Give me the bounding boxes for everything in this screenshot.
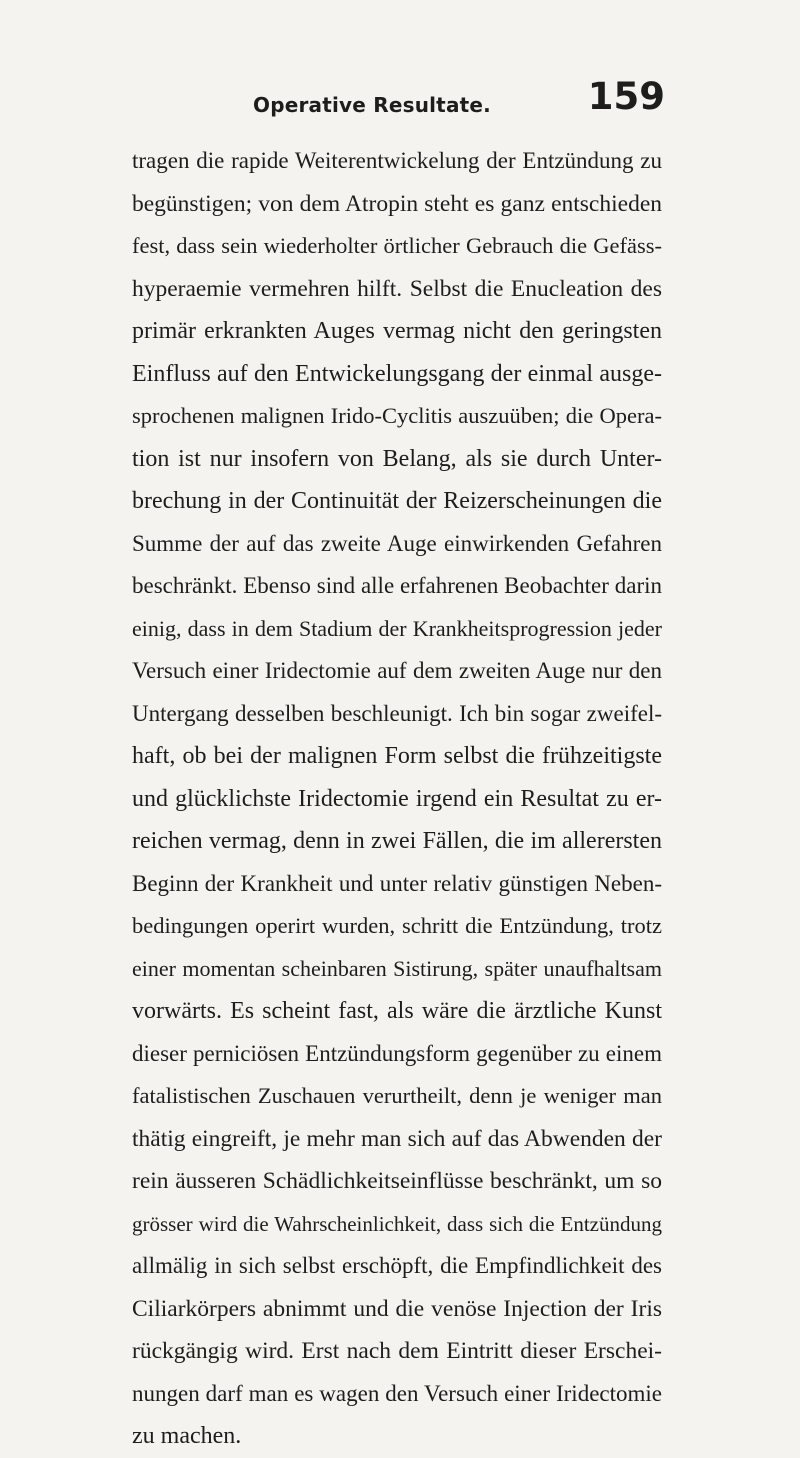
text-line: thätig eingreift, je mehr man sich auf das Abwenden der — [132, 1125, 662, 1152]
text-line: Untergang desselben beschleunigt. Ich bin sogar zweifel- — [132, 700, 662, 726]
running-header — [125, 75, 665, 138]
text-line: Beginn der Krankheit und unter relativ günstigen Neben- — [132, 870, 662, 896]
text-line: Summe der auf das zweite Auge einwirkenden Gefahren — [132, 530, 662, 556]
text-line: haft, ob bei der malignen Form selbst die frühzeitigste — [132, 743, 662, 769]
text-line: Einfluss auf den Entwickelungsgang der einmal ausge- — [132, 360, 662, 387]
text-line: Ciliarkörpers abnimmt und die venöse Injection der Iris — [132, 1295, 662, 1322]
text-line: begünstigen; von dem Atropin steht es ganz entschieden — [132, 190, 662, 217]
text-line: fatalistischen Zuschauen verurtheilt, denn je weniger man — [132, 1083, 662, 1108]
text-line: bedingungen operirt wurden, schritt die Entzündung, trotz — [132, 913, 662, 938]
text-line: tragen die rapide Weiterentwickelung der Entzündung zu — [132, 148, 662, 173]
text-line-last: zu machen. — [132, 1423, 242, 1449]
text-line: nungen darf man es wagen den Versuch einer Iridectomie — [132, 1380, 662, 1406]
text-line: hyperaemie vermehren hilft. Selbst die Enucleation des — [132, 275, 662, 302]
text-line: und glücklichste Iridectomie irgend ein Resultat zu er- — [132, 785, 662, 812]
text-line: primär erkrankten Auges vermag nicht den geringsten — [132, 318, 662, 344]
body-paragraph — [132, 140, 662, 1458]
text-line: tion ist nur insofern von Belang, als sie durch Unter- — [132, 445, 662, 472]
text-line: reichen vermag, denn in zwei Fällen, die im allerersten — [132, 828, 662, 854]
text-line: grösser wird die Wahrscheinlichkeit, dass sich die Entzündung — [132, 1211, 662, 1236]
text-line: sprochenen malignen Irido-Cyclitis auszuüben; die Opera- — [132, 403, 662, 428]
page-number: 159 — [587, 75, 665, 118]
running-head-title: Operative Resultate. — [253, 93, 491, 117]
text-line: dieser perniciösen Entzündungsform gegenüber zu einem — [132, 1040, 662, 1066]
text-line: fest, dass sein wiederholter örtlicher Gebrauch die Gefäss- — [132, 233, 662, 258]
text-line: rein äusseren Schädlichkeitseinflüsse beschränkt, um so — [132, 1168, 662, 1194]
text-line: rückgängig wird. Erst nach dem Eintritt dieser Erschei- — [132, 1338, 662, 1364]
text-line: Versuch einer Iridectomie auf dem zweiten Auge nur den — [132, 658, 662, 683]
text-line: beschränkt. Ebenso sind alle erfahrenen Beobachter darin — [132, 573, 662, 598]
text-line: brechung in der Continuität der Reizerscheinungen die — [132, 488, 662, 514]
text-line: allmälig in sich selbst erschöpft, die Empfindlichkeit des — [132, 1253, 662, 1278]
text-line: vorwärts. Es scheint fast, als wäre die ärztliche Kunst — [132, 998, 662, 1024]
text-line: einer momentan scheinbaren Sistirung, später unaufhaltsam — [132, 955, 662, 981]
text-line: einig, dass in dem Stadium der Krankheitsprogression jeder — [132, 615, 662, 641]
